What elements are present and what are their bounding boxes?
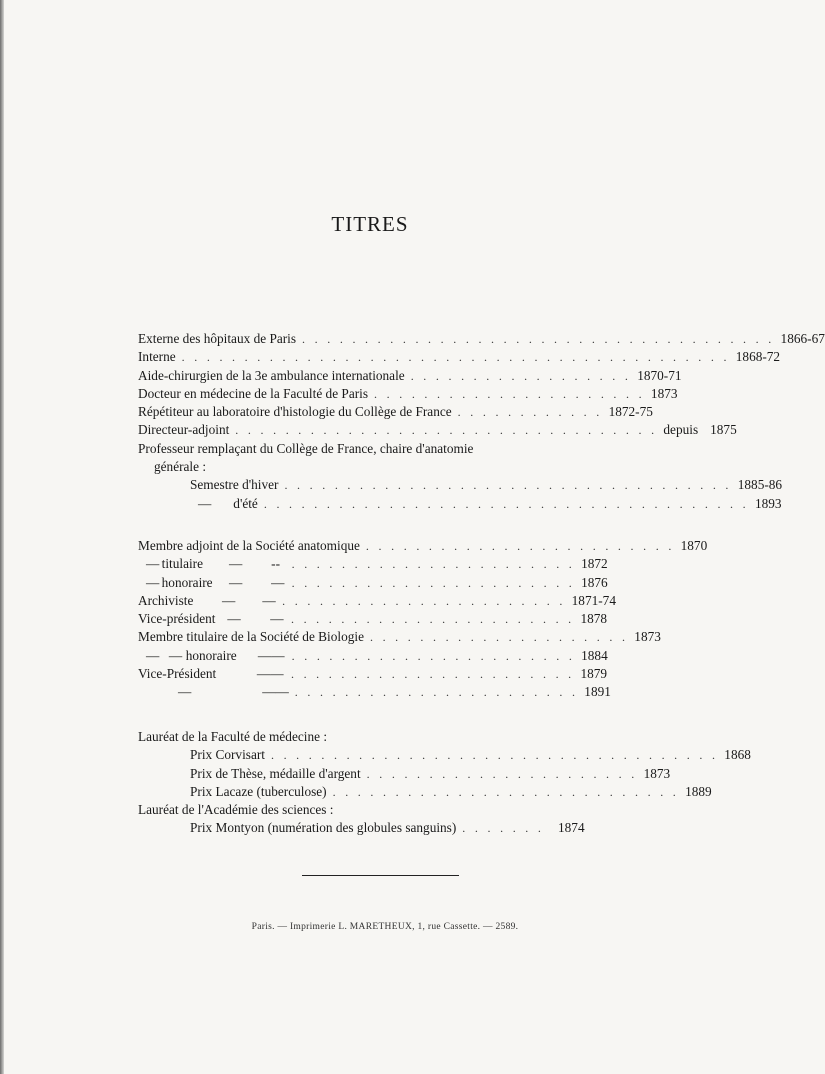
item-ditto: — bbox=[229, 556, 243, 572]
item-label: Semestre d'hiver bbox=[190, 477, 279, 493]
list-item bbox=[138, 611, 616, 629]
item-label: Vice-président bbox=[138, 611, 216, 627]
list-item bbox=[138, 666, 616, 684]
dot-leader: . . . . . . . . . . . . . . . . . . . . . . . bbox=[291, 575, 576, 590]
item-ditto: — bbox=[256, 666, 271, 682]
item-ditto: — bbox=[262, 684, 276, 700]
item-label: Directeur-adjoint bbox=[138, 422, 230, 438]
item-label: Membre titulaire de la Société de Biologie bbox=[138, 629, 364, 645]
item-year: 1879 bbox=[580, 666, 608, 682]
item-dash: — bbox=[146, 556, 160, 572]
dot-leader: . . . . . . . . . . . . bbox=[457, 405, 603, 420]
list-item bbox=[138, 684, 616, 702]
item-label: Membre adjoint de la Société anatomique bbox=[138, 538, 360, 553]
page-title: TITRES bbox=[331, 212, 409, 236]
horizontal-rule bbox=[302, 875, 459, 876]
item-label: honoraire bbox=[161, 574, 213, 590]
item-year: 1868 bbox=[724, 747, 751, 763]
item-ditto: -- bbox=[271, 556, 281, 572]
dot-leader: . . . . . . . . . . . . . . . . . . . . . . . . . . . . bbox=[332, 784, 680, 799]
item-ditto: — bbox=[270, 666, 284, 682]
dot-leader: . . . . . . . . . . . . . . . . . . . . . . . . . . . . . . . . . . . . . . . bbox=[263, 496, 749, 511]
dot-leader: . . . . . . . . . . . . . . . . . . . . . . . bbox=[290, 612, 575, 627]
dot-leader: . . . . . . . . . . . . . . . . . . . . . . . bbox=[294, 685, 579, 700]
list-item bbox=[138, 802, 616, 820]
list-item bbox=[138, 459, 616, 477]
dot-leader: . . . . . . . . . . . . . . . . . . . . . . . . . bbox=[365, 539, 675, 553]
dot-leader: . . . . . . . . . . . . . . . . . . . . . . bbox=[366, 766, 638, 781]
item-suffix: depuis bbox=[663, 422, 699, 438]
list-item bbox=[138, 441, 616, 459]
item-year: 1868-72 bbox=[735, 349, 781, 365]
item-year: 1875 bbox=[710, 422, 737, 438]
item-label: Archiviste bbox=[138, 592, 194, 608]
societes-list bbox=[138, 538, 708, 703]
item-ditto: — bbox=[271, 574, 285, 590]
dot-leader: . . . . . . . . . . . . . . . . . . . . . . . . . . . . . . . . . . . . bbox=[284, 478, 732, 493]
dot-leader: . . . . . . . . . . . . . . . . . . . . . . . . . . . . . . . . . . . . bbox=[270, 748, 719, 763]
list-item bbox=[138, 367, 682, 386]
printer-imprint: Paris. — Imprimerie L. MARETHEUX, 1, rue Cassette. — 2589. bbox=[251, 922, 519, 932]
item-ditto: — bbox=[227, 611, 241, 627]
list-item bbox=[138, 629, 661, 647]
list-item bbox=[138, 385, 678, 404]
item-year: 1866-67 bbox=[780, 331, 825, 346]
item-year: 1873 bbox=[650, 385, 678, 401]
item-year: 1871-74 bbox=[571, 592, 616, 608]
item-year: 1891 bbox=[584, 684, 611, 700]
item-label: Lauréat de l'Académie des sciences : bbox=[138, 802, 334, 818]
item-year: 1873 bbox=[634, 629, 661, 645]
item-label: Docteur en médecine de la Faculté de Paris bbox=[138, 385, 369, 401]
dot-leader: . . . . . . . . . . . . . . . . . . . . . . . bbox=[291, 648, 576, 663]
list-item bbox=[138, 593, 616, 611]
dot-leader: . . . . . . . . . . . . . . . . . . . . . . . bbox=[290, 667, 575, 682]
item-year: 1885-86 bbox=[737, 477, 783, 493]
list-item bbox=[138, 783, 712, 802]
list-item bbox=[138, 404, 653, 422]
item-year: 1872-75 bbox=[608, 404, 653, 420]
item-year: 1893 bbox=[754, 495, 782, 511]
dot-leader: . . . . . . . . . . . . . . . . . . . . . . . . . . . . . . . . . . bbox=[235, 423, 658, 438]
titres-list bbox=[138, 331, 825, 514]
item-ditto: — bbox=[270, 611, 284, 627]
dot-leader: . . . . . . . . . . . . . . . . . . . . . . . . . . . . . . . . . . . . . . . . . . . . bbox=[181, 350, 730, 365]
list-item bbox=[138, 538, 708, 556]
list-item bbox=[138, 575, 616, 593]
list-item bbox=[138, 747, 751, 765]
item-year: 1878 bbox=[580, 611, 608, 627]
dot-leader: . . . . . . . . . . . . . . . . . . . . . . . bbox=[291, 557, 576, 572]
item-label: Externe des hôpitaux de Paris bbox=[138, 331, 297, 346]
item-label: Prix Montyon (numération des globules sanguins) bbox=[190, 820, 457, 836]
item-ditto: — bbox=[222, 592, 236, 608]
item-label: titulaire bbox=[161, 556, 203, 572]
dot-leader: . . . . . . . . . . . . . . . . . . . . . . . bbox=[282, 593, 566, 608]
dot-leader: . . . . . . . . . . . . . . . . . . . . . bbox=[369, 630, 629, 645]
item-dash: — bbox=[168, 647, 183, 663]
page-edge bbox=[0, 0, 4, 1074]
item-label: générale : bbox=[154, 459, 207, 475]
list-item bbox=[138, 648, 616, 666]
item-label: Prix de Thèse, médaille d'argent bbox=[190, 765, 361, 781]
list-item bbox=[138, 556, 616, 574]
prix-list bbox=[138, 729, 751, 839]
item-label: Interne bbox=[138, 349, 176, 365]
item-year: 1870-71 bbox=[637, 367, 682, 383]
item-label: Aide-chirurgien de la 3e ambulance internationale bbox=[138, 367, 405, 383]
dot-leader: . . . . . . . bbox=[462, 821, 545, 836]
item-ditto: — bbox=[271, 647, 285, 663]
item-dash: — bbox=[178, 684, 192, 700]
item-label: Vice-Président bbox=[138, 666, 217, 682]
list-item bbox=[138, 349, 781, 367]
dot-leader: . . . . . . . . . . . . . . . . . . bbox=[410, 368, 632, 383]
dot-leader: . . . . . . . . . . . . . . . . . . . . . . bbox=[374, 386, 645, 401]
list-item bbox=[138, 422, 737, 440]
item-ditto: — bbox=[257, 647, 272, 663]
item-label: honoraire bbox=[185, 647, 237, 663]
item-ditto: — bbox=[262, 592, 276, 608]
list-item bbox=[138, 331, 825, 349]
dot-leader: . . . . . . . . . . . . . . . . . . . . . . . . . . . . . . . . . . . . . . bbox=[302, 332, 775, 346]
item-dash: — bbox=[146, 647, 160, 663]
item-year: 1889 bbox=[685, 783, 712, 799]
item-label: Professeur remplaçant du Collège de France, chaire d'anatomie bbox=[138, 440, 474, 456]
list-item bbox=[138, 495, 782, 514]
item-label: Lauréat de la Faculté de médecine : bbox=[138, 729, 328, 744]
item-year: 1874 bbox=[558, 820, 585, 836]
item-ditto: — bbox=[229, 574, 243, 590]
item-label: d'été bbox=[233, 495, 258, 511]
item-label: Prix Corvisart bbox=[190, 747, 265, 763]
item-year: 1870 bbox=[680, 538, 708, 553]
item-label: Répétiteur au laboratoire d'histologie du Collège de France bbox=[138, 404, 452, 420]
item-year: 1876 bbox=[581, 574, 608, 590]
item-label: Prix Lacaze (tuberculose) bbox=[190, 783, 327, 799]
list-item bbox=[138, 477, 783, 495]
list-item bbox=[138, 820, 616, 838]
item-dash: — bbox=[198, 495, 212, 511]
item-dash: — bbox=[146, 574, 160, 590]
item-year: 1884 bbox=[581, 647, 608, 663]
item-year: 1873 bbox=[643, 765, 671, 781]
item-year: 1872 bbox=[581, 556, 608, 572]
list-item bbox=[138, 765, 671, 784]
list-item bbox=[138, 729, 616, 747]
item-ditto: — bbox=[275, 684, 289, 700]
